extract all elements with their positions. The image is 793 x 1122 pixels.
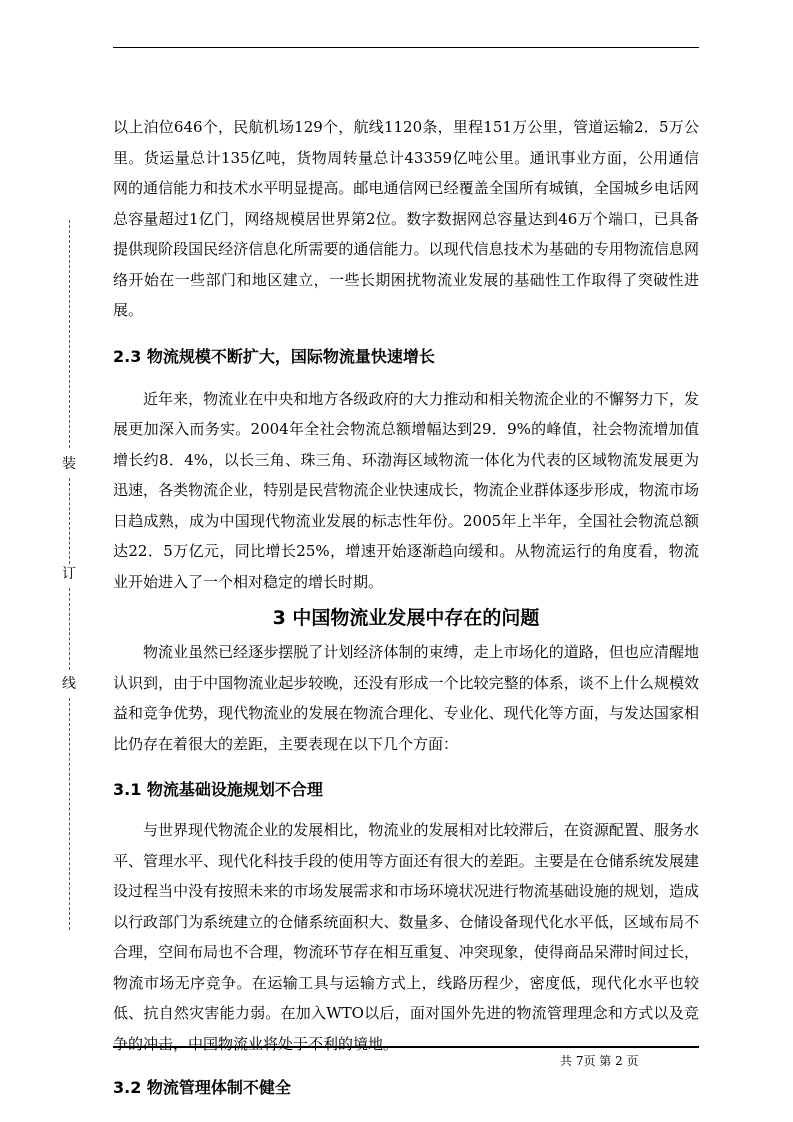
binding-dash: [69, 220, 70, 448]
heading-3-2: 3.2 物流管理体制不健全: [113, 1078, 291, 1097]
binding-dash: [69, 698, 70, 930]
heading-3: 3 中国物流业发展中存在的问题: [272, 607, 540, 629]
paragraph-infrastructure: 以上泊位646个，民航机场129个，航线1120条，里程151万公里，管道运输2．5万公里。货运量总计135亿吨，货物周转量总计43359亿吨公里。通讯事业方面，公用通信网的通信能力和技术水平明显提高。邮电通信网已经覆盖全国所有城镇，全国城乡电话网总容量超过1亿门，网络规模居世界第2位。数字数据网总容量达到46万个端口，已具备提供现阶段国民经济信息化所需要的通信能力。以现代信息技术为基础的专用物流信息网络开始在一些部门和地区建立，一些长期困扰物流业发展的基础性工作取得了突破性进展。: [113, 118, 699, 319]
document-body: [113, 112, 699, 1099]
header-rule: [113, 47, 699, 48]
binding-dash: [69, 478, 70, 564]
paragraph-logistics-scale: 近年来，物流业在中央和地方各级政府的大力推动和相关物流企业的不懈努力下，发展更加深入而务实。2004年全社会物流总额增幅达到29．9%的峰值，社会物流增加值增长约8．4%，以长三角、珠三角、环渤海区域物流一体化为代表的区域物流发展更为迅速，各类物流企业，特别是民营物流企业快速成长，物流企业群体逐步形成，物流市场日趋成熟，成为中国现代物流业发展的标志性年份。2005年上半年，全国社会物流总额达22．5万亿元，同比增长25%，增速开始逐渐趋向缓和。从物流运行的角度看，物流业开始进入了一个相对稳定的增长时期。: [113, 389, 699, 591]
heading-2-3: 2.3 物流规模不断扩大，国际物流量快速增长: [113, 346, 435, 366]
binding-char-ding: 订: [62, 566, 76, 582]
binding-margin: [60, 220, 80, 930]
paragraph-problems-intro: 物流业虽然已经逐步摆脱了计划经济体制的束缚，走上市场化的道路，但也应清醒地认识到，由于中国物流业起步较晚，还没有形成一个比较完整的体系，谈不上什么规模效益和竞争优势，现代物流业的发展在物流合理化、专业化、现代化等方面，与发达国家相比仍存在着很大的差距，主要表现在以下几个方面：: [113, 643, 699, 753]
binding-char-zhuang: 装: [62, 456, 76, 472]
heading-3-1: 3.1 物流基础设施规划不合理: [113, 780, 323, 799]
binding-char-xian: 线: [62, 676, 76, 692]
footer-rule: [113, 1046, 699, 1048]
binding-dash: [69, 588, 70, 670]
paragraph-infrastructure-planning: 与世界现代物流企业的发展相比，物流业的发展相对比较滞后，在资源配置、服务水平、管理水平、现代化科技手段的使用等方面还有很大的差距。主要是在仓储系统发展建设过程当中没有按照未来的市场发展需求和市场环境状况进行物流基础设施的规划，造成以行政部门为系统建立的仓储系统面积大、数量多、仓储设备现代化水平低，区域布局不合理，空间布局也不合理，物流环节存在相互重复、冲突现象，使得商品呆滞时间过长，物流市场无序竞争。在运输工具与运输方式上，线路历程少，密度低，现代化水平也较低、抗自然灾害能力弱。在加入WTO以后，面对国外先进的物流管理理念和方式以及竞争的冲击，中国物流业将处于不利的境地。: [113, 821, 699, 1053]
page-number: 共 7页 第 2 页: [560, 1054, 639, 1068]
